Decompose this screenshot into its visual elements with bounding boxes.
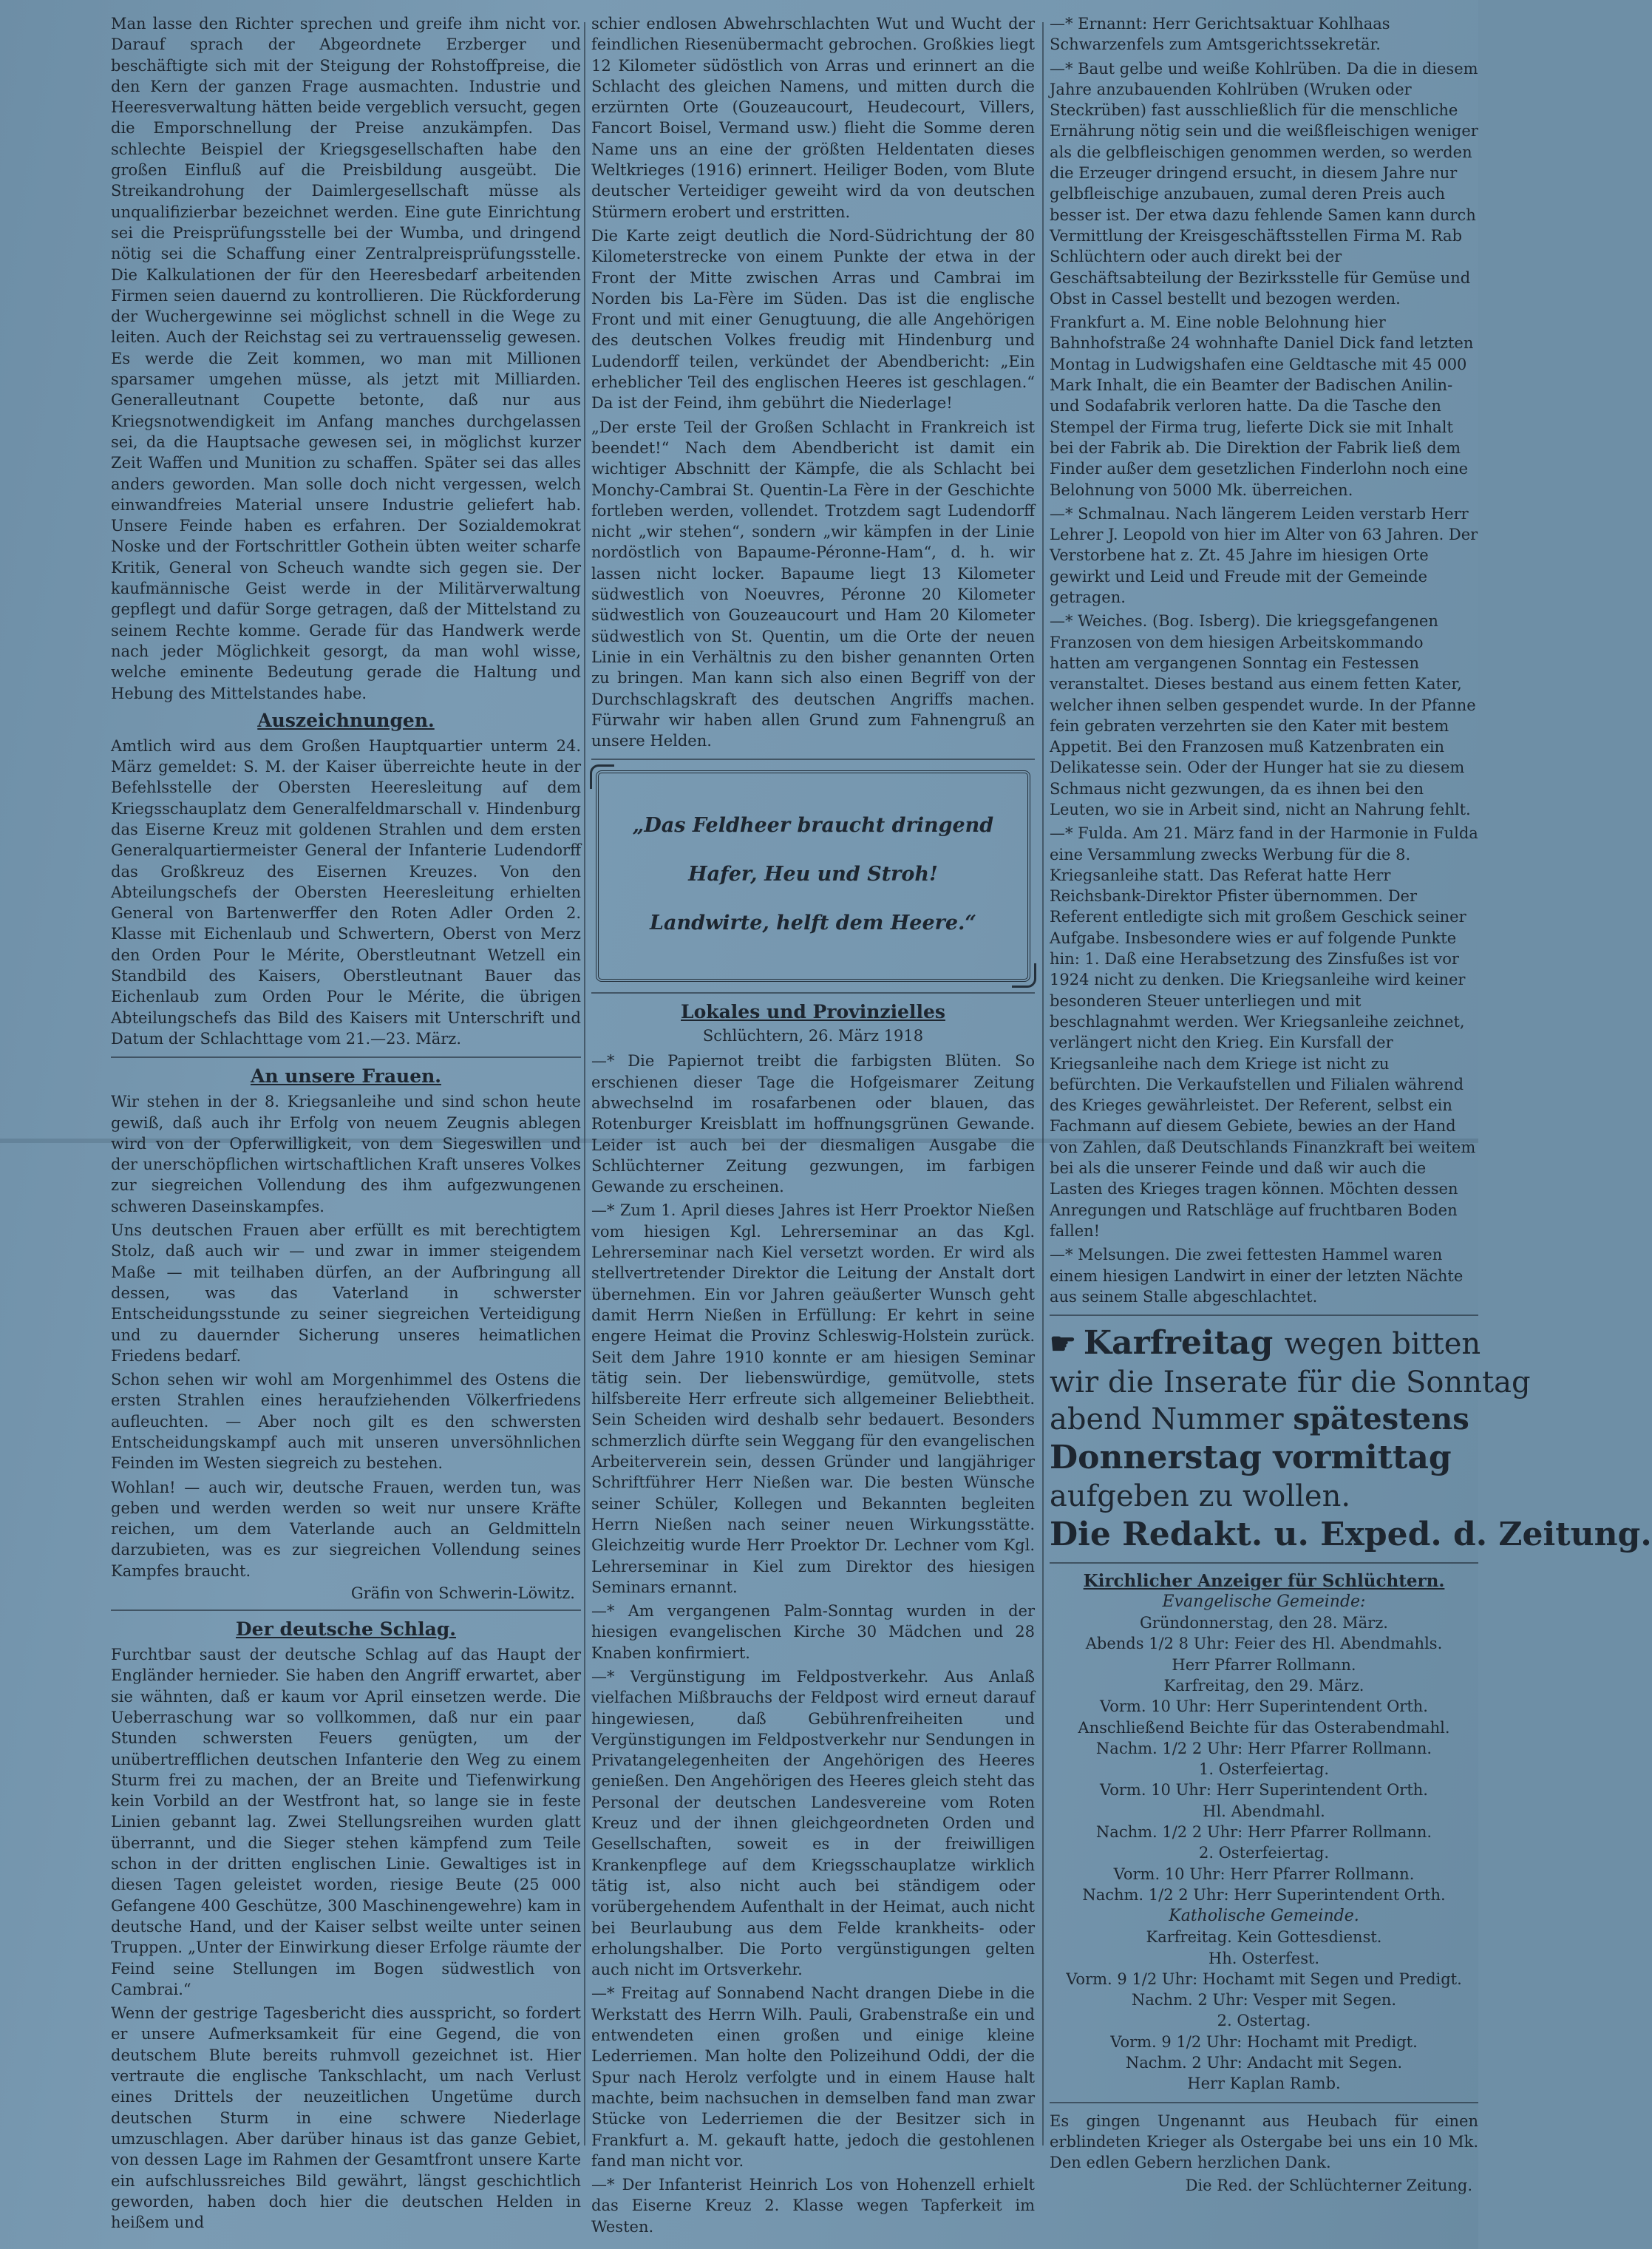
column-middle <box>591 13 1035 2236</box>
divider <box>1050 2102 1478 2103</box>
church-line: Anschließend Beichte für das Osterabendmahl. <box>1078 1718 1450 1737</box>
divider <box>111 1609 581 1611</box>
church-line: Karfreitag, den 29. März. <box>1163 1677 1364 1695</box>
church-line: Nachm. 1/2 2 Uhr: Herr Superintendent Orth. <box>1082 1885 1446 1904</box>
donation-signature: Die Red. der Schlüchterner Zeitung. <box>1185 2176 1472 2194</box>
divider <box>1050 1562 1478 1564</box>
church-subheading: Katholische Gemeinde. <box>1169 1907 1359 1926</box>
article-paragraph: —* Zum 1. April dieses Jahres ist Herr Proektor Nießen vom hiesigen Kgl. Lehrerseminar an das Kgl. Lehrerseminar nach Kiel versetzt worden. Er wird als stellvertretender Direktor die Leitung der Anstalt dort übernehmen. Ein vor Jahren geäußerter Wunsch geht damit Herrn Nießen in Erfüllung: Er kehrt in seine engere Heimat die Provinz Schleswig-Holstein zurück. Seit dem Jahre 1910 konnte er am hiesigen Seminar tätig sein. Der liebenswürdige, gemütvolle, stets hilfsbereite Herr erfreute sich allgemeiner Beliebtheit. Sein Scheiden wird deshalb sehr bedauert. Besonders schmerzlich dürfte sein Weggang für den evangelischen Arbeiterverein sein, dessen Gründer und langjähriger Schriftführer Herr Nießen war. Die besten Wünsche seiner Schüler, Kollegen und Bekannten begleiten Herrn Nießen nach seiner neuen Wirkungsstätte. Gleichzeitig wurde Herr Proektor Dr. Lechner vom Kgl. Lehrerseminar in Kiel zum Direktor des hiesigen Seminars ernannt. <box>591 1201 1035 1596</box>
article-paragraph: Wenn der gestrige Tagesbericht dies ausspricht, so fordert er unsere Aufmerksamkeit für eine Gegend, die von deutschem Blute bereits ruhmvoll gezeichnet ist. Hier vertraute die englische Tankschlacht, um nach Verlust eines Drittels der neuzeitlichen Ungetüme durch deutschen Sturm in eine schwere Niederlage umzuschlagen. Aber darüber hinaus ist das ganze Gebiet, von dessen Lage im Rahmen der Gesamtfront unsere Karte ein aufschlussreiches Bild gewährt, längst geschichtlich geworden, haben doch hier die deutschen Helden in heißem und <box>111 2004 581 2232</box>
notice-signature: Die Redakt. u. Exped. d. Zeitung. <box>1050 1516 1652 1554</box>
church-line: Vorm. 10 Uhr: Herr Pfarrer Rollmann. <box>1113 1865 1415 1883</box>
divider <box>1050 1315 1478 1316</box>
church-line: Nachm. 1/2 2 Uhr: Herr Pfarrer Rollmann. <box>1095 1823 1432 1842</box>
divider <box>591 992 1035 994</box>
church-line: Vorm. 10 Uhr: Herr Superintendent Orth. <box>1100 1697 1428 1716</box>
article-paragraph: Uns deutschen Frauen aber erfüllt es mit berechtigtem Stolz, daß auch wir — und zwar in immer steigendem Maße — mit teilhaben dürfen, an der Aufbringung all dessen, was das Vaterland in schwerster Entscheidungsstunde zu seiner siegreichen Verteidigung und zu dauernder Sicherung unseres heimatlichen Friedens bedarf. <box>111 1221 581 1365</box>
article-paragraph: „Der erste Teil der Großen Schlacht in Frankreich ist beendet!“ Nach dem Abendbericht ist damit ein wichtiger Abschnitt der Kämpfe, die als Schlacht bei Monchy-Cambrai St. Quentin-La Fère in der Geschichte fortleben werden, vollendet. Trotzdem sagt Ludendorff nicht „wir stehen“, sondern „wir kämpfen in der Linie nordöstlich von Bapaume-Péronne-Ham“, d. h. wir lassen nicht locker. Bapaume liegt 13 Kilometer südwestlich von Noeuvres, Péronne 20 Kilometer südwestlich von Gouzeaucourt und Ham 20 Kilometer südwestlich von St. Quentin, um die Orte der neuen Linie in ein Verhältnis zu den bisher genannten Orten zu bringen. Man kann sich also einen Begriff von der Durchschlagskraft des deutschen Angriffs machen. Fürwahr wir haben allen Grund zum Fahnengruß an unsere Helden. <box>591 418 1035 750</box>
notice-word: spätestens <box>1293 1402 1469 1437</box>
article-paragraph: —* Weiches. (Bog. Isberg). Die kriegsgefangenen Franzosen von dem hiesigen Arbeitskommando hatten am vergangenen Sonntag ein Festessen veranstaltet. Dieses bestand aus einem fetten Kater, welcher ihnen selben gespendet wurde. In der Pfanne fein gebraten verzehrten sie den Kater mit bestem Appetit. Bei den Franzosen muß Katzenbraten ein Delikatesse sein. Oder der Hunger hat sie zu diesem Schmaus nicht gezwungen, da es ihnen bei den Leuten, wo sie in Arbeit sind, nicht an Nahrung fehlt. <box>1050 612 1476 818</box>
church-line: Hh. Osterfest. <box>1208 1949 1320 1967</box>
church-line: Karfreitag. Kein Gottesdienst. <box>1146 1928 1382 1947</box>
karfreitag-notice <box>1050 1323 1652 1555</box>
heading-der-deutsche-schlag: Der deutsche Schlag. <box>236 1618 456 1641</box>
article-paragraph: Frankfurt a. M. Eine noble Belohnung hier Bahnhofstraße 24 wohnhafte Daniel Dick fand letzten Montag in Ludwigshafen eine Geldtasche mit 45 000 Mark Inhalt, die ein Beamter der Badischen Anilin- und Sodafabrik verloren hatte. Da die Tasche den Stempel der Firma trug, lieferte Dick sie mit Inhalt bei der Fabrik ab. Die Direktion der Fabrik ließ dem Finder außer dem gesetzlichen Finderlohn noch eine Belohnung von 5000 Mk. überreichen. <box>1050 313 1474 499</box>
article-paragraph: Wir stehen in der 8. Kriegsanleihe und sind schon heute gewiß, daß auch ihr Erfolg von neuem Zeugnis ablegen wird von der Opferwilligkeit, von dem Siegeswillen und der unerschöpflichen wirtschaftlichen Kraft unseres Volkes zur siegreichen Vollendung des ihm aufgezwungenen schweren Daseinskampfes. <box>111 1093 581 1215</box>
church-line: 2. Ostertag. <box>1217 2012 1311 2030</box>
church-line: Herr Pfarrer Rollmann. <box>1172 1655 1356 1674</box>
church-line: 2. Osterfeiertag. <box>1198 1844 1330 1862</box>
column-rule <box>584 22 585 2145</box>
article-paragraph: —* Vergünstigung im Feldpostverkehr. Aus Anlaß vielfachen Mißbrauchs der Feldpost wird erneut darauf hingewiesen, daß Gebührenfreiheiten und Vergünstigungen im Feldpostverkehr nur Sendungen in Privatangelegenheiten der Angehörigen des Heeres genießen. Den Angehörigen des Heeres gleich steht das Personal der deutschen Landesvereine vom Roten Kreuz und der ihnen gleichgeordneten Orden und Gesellschaften, soweit es in der freiwilligen Krankenpflege auf dem Kriegsschauplatze wirklich tätig ist, also nicht auch bei ständigem oder vorübergehendem Aufenthalt in der Heimat, auch nicht bei Beurlaubung aus dem Felde krankheits- oder erholungshalber. Die Porto vergünstigungen gelten auch nicht im Ortsverkehr. <box>591 1668 1035 1979</box>
church-line: Vorm. 10 Uhr: Herr Superintendent Orth. <box>1100 1781 1428 1799</box>
church-line: Vorm. 9 1/2 Uhr: Hochamt mit Predigt. <box>1110 2032 1418 2051</box>
column-left <box>111 13 581 2232</box>
article-paragraph: Furchtbar saust der deutsche Schlag auf das Haupt der Engländer hernieder. Sie haben den Angriff erwartet, aber sie wähnten, daß er kaum vor April einsetzen werde. Die Ueberraschung war so vollkommen, daß nur ein paar Stunden schwersten Feuers genügten, um der unübertrefflichen deutschen Infanterie den Weg zu einem Sturm frei zu machen, der an Breite und Tiefenwirkung kein Vorbild an der Westfront hat, so lange sie in feste Linien gebannt lag. Zwei Stellungsreihen wurden glatt überrannt, und die Sieger stehen kämpfend zum Teile schon in der dritten englischen Linie. Gewaltiges ist in diesen Tagen geleistet worden, riesige Beute (25 000 Gefangene 400 Geschütze, 300 Maschinengewehre) kam in deutsche Hand, und der Kaiser selbst weilte unter seinen Truppen. „Unter der Einwirkung dieser Erfolge räumte der Feind seine Stellungen im Bogen südwestlich von Cambrai.“ <box>111 1646 581 1998</box>
article-paragraph: —* Fulda. Am 21. März fand in der Harmonie in Fulda eine Versammlung zwecks Werbung für die 8. Kriegsanleihe statt. Das Referat hatte Herr Reichsbank-Direktor Pfister übernommen. Der Referent entledigte sich mit großem Geschick seiner Aufgabe. Insbesondere wies er auf folgende Punkte hin: 1. Daß eine Herabsetzung des Zinsfußes ist vor 1924 nicht zu denken. Die Kriegsanleihe wird keiner besonderen Steuer unterliegen und mit beschlagnahmt werden. Wer Kriegsanleihe zeichnet, verlängert nicht den Krieg. Ein Kursfall der Kriegsanleihe nach dem Kriege ist nicht zu befürchten. Die Verkaufstellen und Filialen während des Krieges gewährleistet. Der Referent, selbst ein Fachmann auf diesem Gebiete, bewies an der Hand von Zahlen, daß Deutschlands Finanzkraft bei weitem bei als die unserer Feinde und daß wir auch die Lasten des Krieges tragen können. Möchten dessen Anregungen und Ratschläge auf fruchtbaren Boden fallen! <box>1050 824 1478 1240</box>
heading-auszeichnungen: Auszeichnungen. <box>257 709 435 731</box>
church-line: Hl. Abendmahl. <box>1203 1802 1325 1820</box>
appeal-line: Hafer, Heu und Stroh! <box>688 863 938 886</box>
church-line: Nachm. 1/2 2 Uhr: Herr Pfarrer Rollmann. <box>1095 1739 1432 1757</box>
article-paragraph: Schon sehen wir wohl am Morgenhimmel des Ostens die ersten Strahlen eines heraufziehenden Völkerfriedens aufleuchten. — Aber noch gilt es den schwersten Entscheidungskampf auch mit unseren unversöhnlichen Feinden im Westen siegreich zu bestehen. <box>111 1371 581 1473</box>
church-line: Gründonnerstag, den 28. März. <box>1140 1614 1388 1632</box>
appeal-line: Landwirte, helft dem Heere.“ <box>650 912 976 935</box>
heading-an-unsere-frauen: An unsere Frauen. <box>250 1065 442 1088</box>
divider <box>111 1056 581 1058</box>
article-paragraph: —* Schmalnau. Nach längerem Leiden verstarb Herr Lehrer J. Leopold von hier im Alter von 63 Jahren. Der Verstorbene hat z. Zt. 45 Jahre im hiesigen Orte gewirkt und Leid und Freude mit der Gemeinde getragen. <box>1050 504 1478 607</box>
article-paragraph: Wohlan! — auch wir, deutsche Frauen, werden tun, was geben und werden werden so weit nur unsere Kräfte reichen, um dem Vaterlande auch an Geldmitteln darzubieten, was es zur siegreichen Vollendung seines Kampfes braucht. <box>111 1478 581 1580</box>
article-paragraph: Amtlich wird aus dem Großen Hauptquartier unterm 24. März gemeldet: S. M. der Kaiser überreichte heute in der Befehlsstelle der Obersten Heeresleitung auf dem Kriegsschauplatz dem Generalfeldmarschall v. Hindenburg das Eiserne Kreuz mit goldenen Strahlen und dem ersten Generalquartiermeister General der Infanterie Ludendorff das Großkreuz des Eisernen Kreuzes. Von den Abteilungschefs der Obersten Heeresleitung erhielten General von Bartenwerffer den Roten Adler Orden 2. Klasse mit Eichenlaub und Schwertern, Oberst von Merz den Orden Pour le Mérite, Oberstleutnant Wetzell ein Standbild des Kaisers, Oberstleutnant Bauer das Eichenlaub zum Orden Pour le Mérite, die übrigen Abteilungschefs das Bild des Kaisers mit Unterschrift und Datum der Schlachttage vom 21.—23. März. <box>111 736 581 1048</box>
article-paragraph: —* Freitag auf Sonnabend Nacht drangen Diebe in die Werkstatt des Herrn Wilh. Pauli, Grabenstraße ein und entwendeten einen großen und einige kleine Lederriemen. Man holte den Polizeihund Oddi, der die Spur nach Herolz verfolgte und in einem Hause halt machte, beim nachsuchen in demselben fand man zwar Stücke von Lederriemen die der Besitzer sich in Frankfurt a. M. gekauft hatte, jedoch die gestohlenen fand man nicht vor. <box>591 1984 1035 2170</box>
dateline: Schlüchtern, 26. März 1918 <box>702 1027 924 1045</box>
divider <box>591 759 1035 760</box>
article-paragraph: schier endlosen Abwehrschlachten Wut und Wucht der feindlichen Riesenübermacht gebrochen. Großkies liegt 12 Kilometer südöstlich von Arras und erinnert an die Schlacht des gleichen Namens, und mitten durch die erzürnten Orte (Gouzeaucourt, Heudecourt, Villers, Fancort Boisel, Vermand usw.) flieht die Somme deren Name uns an eine der größten Heldentaten dieses Weltkrieges (1916) erinnert. Heiliger Boden, vom Blute deutscher Verteidiger geweiht wird da von deutschen Stürmern erobert und erstritten. <box>591 15 1035 221</box>
church-line: Vorm. 9 1/2 Uhr: Hochamt mit Segen und Predigt. <box>1066 1970 1462 1988</box>
notice-word: wegen bitten <box>1284 1327 1481 1362</box>
appeal-line: „Das Feldheer braucht dringend <box>632 814 994 838</box>
article-paragraph: —* Am vergangenen Palm-Sonntag wurden in der hiesigen evangelischen Kirche 30 Mädchen und 28 Knaben konfirmiert. <box>591 1602 1035 1662</box>
article-paragraph: —* Die Papiernot treibt die farbigsten Blüten. So erschienen dieser Tage die Hofgeismarer Zeitung abwechselnd im rosafarbenen oder blauen, das Rotenburger Kreisblatt im hoffnungsgrünen Gewande. Leider ist auch bei der diesmaligen Ausgabe die Schlüchterner Zeitung gezwungen, im farbigen Gewande zu erscheinen. <box>591 1052 1035 1196</box>
church-line: Nachm. 2 Uhr: Andacht mit Segen. <box>1125 2054 1403 2072</box>
article-paragraph: —* Melsungen. Die zwei fettesten Hammel waren einem hiesigen Landwirt in einer der letzten Nächte aus seinem Stalle abgeschlachtet. <box>1050 1246 1464 1306</box>
heading-lokales: Lokales und Provinzielles <box>681 1001 945 1023</box>
column-rule <box>1042 22 1044 2145</box>
notice-word: abend Nummer <box>1050 1402 1284 1437</box>
church-line: Abends 1/2 8 Uhr: Feier des Hl. Abendmahls. <box>1085 1635 1443 1653</box>
notice-line: wir die Inserate für die Sonntag <box>1050 1366 1531 1400</box>
signature: Gräfin von Schwerin-Löwitz. <box>350 1584 575 1603</box>
notice-line: Donnerstag vormittag <box>1050 1439 1452 1477</box>
article-paragraph: —* Der Infanterist Heinrich Los von Hohenzell erhielt das Eiserne Kreuz 2. Klasse wegen Tapferkeit im Westen. <box>591 2176 1035 2236</box>
notice-line: aufgeben zu wollen. <box>1050 1479 1351 1514</box>
church-line: Nachm. 2 Uhr: Vesper mit Segen. <box>1131 1991 1397 2009</box>
article-paragraph: Die Karte zeigt deutlich die Nord-Südrichtung der 80 Kilometerstrecke von einem Punkte der etwa in der Front der Mitte zwischen Arras und Cambrai im Norden bis La-Fère im Süden. Das ist die englische Front und mit einer Genugtuung, die alle Angehörigen des deutschen Volkes freudig mit Hindenburg und Ludendorff teilen, verkündet der Abendbericht: „Ein erheblicher Teil des englischen Heeres ist geschlagen.“ Da ist der Feind, ihm gebührt die Niederlage! <box>591 226 1035 413</box>
church-line: Herr Kaplan Ramb. <box>1187 2075 1341 2093</box>
church-line: 1. Osterfeiertag. <box>1198 1760 1330 1779</box>
donation-notice: Es gingen Ungenannt aus Heubach für einen erblindeten Krieger als Ostergabe bei uns ein 10 Mk. Den edlen Gebern herzlichen Dank. <box>1050 2111 1478 2172</box>
column-right <box>1050 13 1652 2194</box>
pointing-hand-icon: ☛ <box>1050 1326 1076 1362</box>
article-paragraph: —* Baut gelbe und weiße Kohlrüben. Da die in diesem Jahre anzubauenden Kohlrüben (Wruken oder Steckrüben) fast ausschließlich für die menschliche Ernährung nötig sein und die weißfleischigen weniger als die gelbfleischigen genommen werden, so werden die Erzeuger dringend ersucht, in diesem Jahre nur gelbfleischige anzubauen, zumal deren Preis auch besser ist. Der etwa dazu fehlende Samen kann durch Vermittlung der Kreisgeschäftsstellen Firma M. Rab Schlüchtern oder auch direkt bei der Geschäftsabteilung der Bezirksstelle für Gemüse und Obst in Cassel bestellt und bezogen werden. <box>1050 59 1478 308</box>
notice-word: Karfreitag <box>1083 1324 1274 1363</box>
church-subheading: Evangelische Gemeinde: <box>1162 1592 1366 1612</box>
appeal-box <box>596 770 1030 982</box>
article-paragraph: Man lasse den Richter sprechen und greife ihm nicht vor. Darauf sprach der Abgeordnete Erzberger und beschäftigte sich mit der Steigung der Rohstoffpreise, die den Kern der ganzen Frage ausmachten. Industrie und Heeresverwaltung hätten beide vergeblich versucht, gegen die Emporschnellung der Preise anzukämpfen. Das schlechte Beispiel der Kriegsgesellschaften habe den großen Einfluß auf die Preisbildung ausgeübt. Die Streikandrohung der Daimlergesellschaft müsse als unqualifizierbar bezeichnet werden. Eine gute Einrichtung sei die Preisprüfungsstelle bei der Wumba, und dringend nötig sei die Schaffung einer Zentralpreisprüfungsstelle. Die Kalkulationen der für den Heeresbedarf arbeitenden Firmen seien dauernd zu kontrollieren. Die Rückforderung der Wuchergewinne sei möglichst schnell in die Wege zu leiten. Auch der Reichstag sei zu vertrauensselig gewesen. Es werde die Zeit kommen, wo man mit Millionen sparsamer umgehen müsse, als jetzt mit Milliarden. Generalleutnant Coupette betonte, daß nur aus Kriegsnotwendigkeit im Anfang manches durchgelassen sei, da die Hauptsache gewesen sei, in möglichst kurzer Zeit Waffen und Munition zu schaffen. Später sei das alles anders geworden. Man solle doch nicht vergessen, welch einwandfreies Material unsere Industrie geliefert hab. Unsere Feinde haben es erfahren. Der Sozialdemokrat Noske und der Fortschrittler Gothein übten weiter scharfe Kritik, General von Scheuch wandte sich gegen sie. Der kaufmännische Geist werde in der Militärverwaltung gepflegt und dafür Sorge getragen, daß der Mittelstand zu seinem Rechte komme. Gerade für das Handwerk werde nach jeder Möglichkeit gesorgt, da man wohl wisse, welche eminente Bedeutung gerade die Haltung und Hebung des Mittelstandes habe. <box>111 15 581 702</box>
church-heading: Kirchlicher Anzeiger für Schlüchtern. <box>1083 1571 1445 1592</box>
article-paragraph: —* Ernannt: Herr Gerichtsaktuar Kohlhaas Schwarzenfels zum Amtsgerichtssekretär. <box>1050 15 1390 54</box>
